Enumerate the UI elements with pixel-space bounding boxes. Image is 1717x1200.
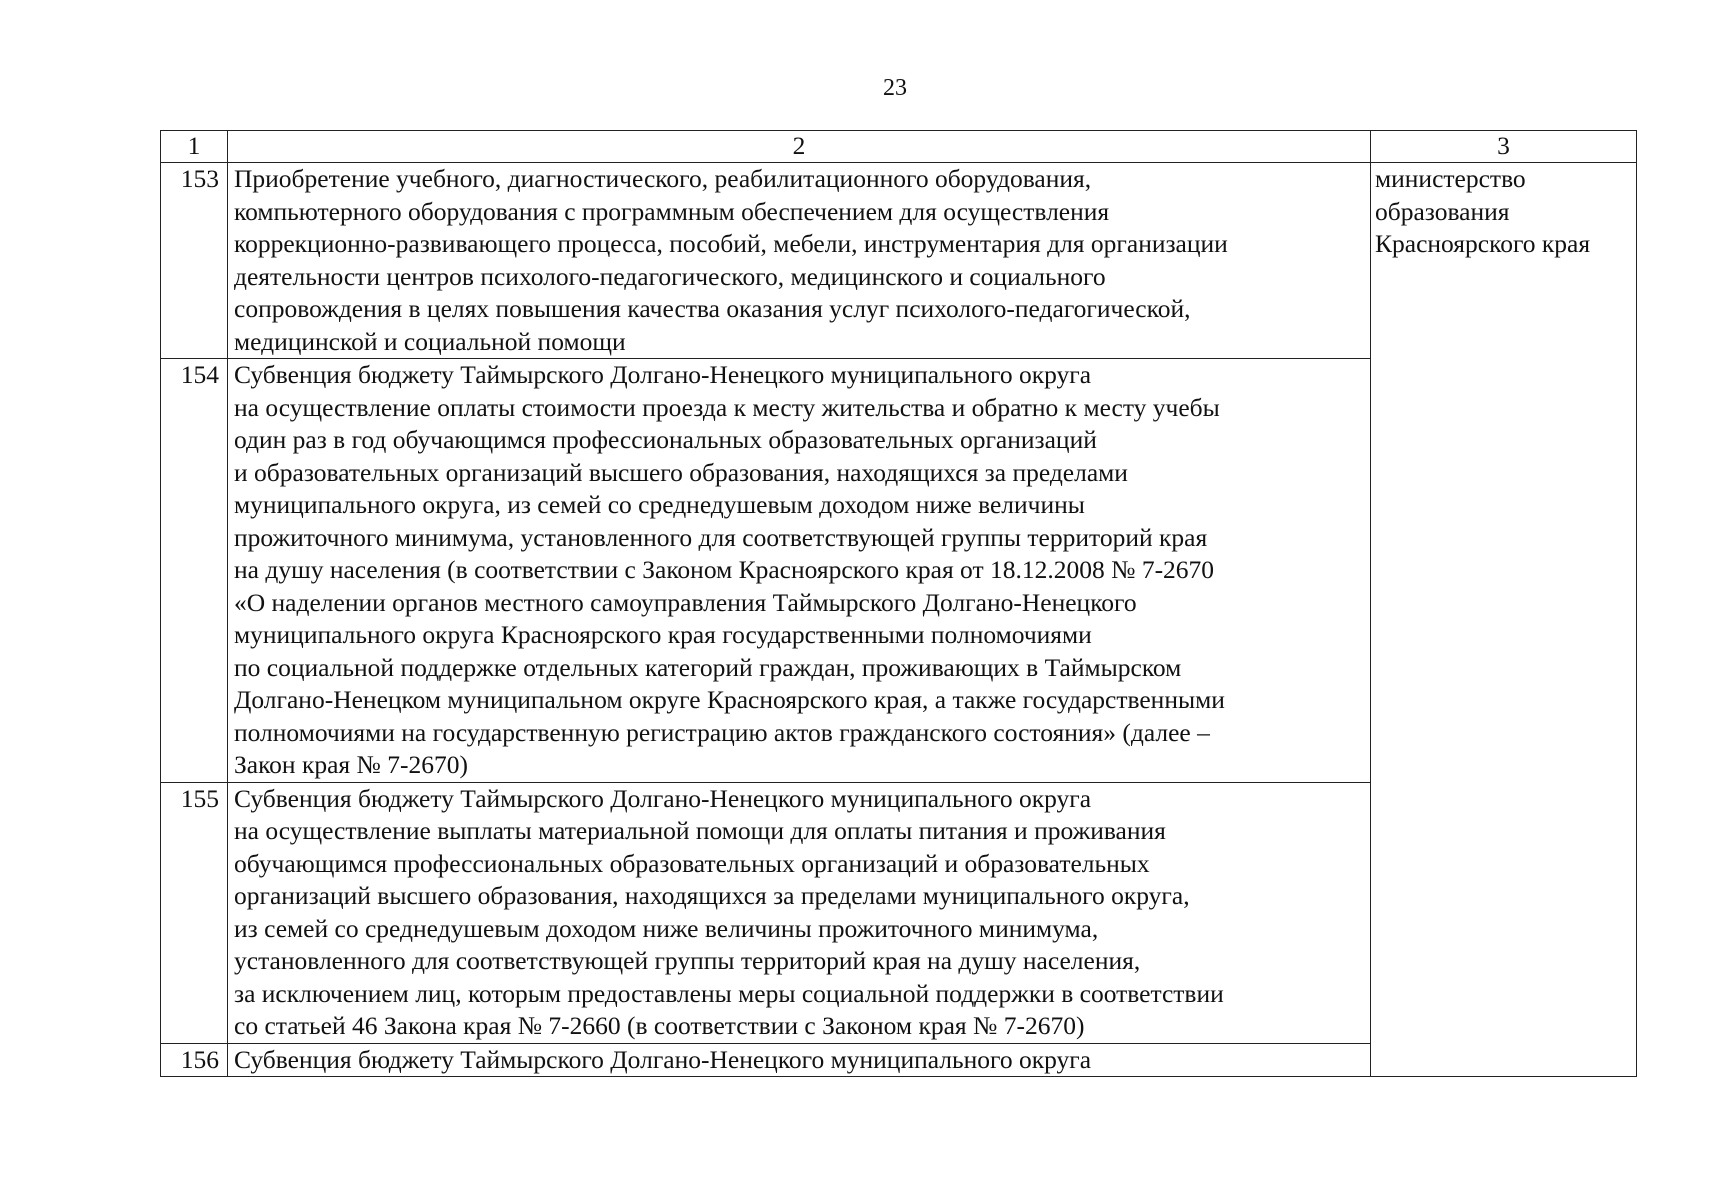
row-number: 155 bbox=[161, 782, 228, 1043]
row-number: 156 bbox=[161, 1043, 228, 1077]
row-description: Приобретение учебного, диагностического, реабилитационного оборудования, компьютерного оборудования с программным обеспечением для осуществления коррекционно-развивающего процесса, пособий, мебели, инструментария для организации деятельности центров психолого-педагогического, медицинского и социального сопровождения в целях повышения качества оказания услуг психолого-педагогической, медицинской и социальной помощи bbox=[228, 163, 1371, 359]
row-description: Субвенция бюджету Таймырского Долгано-Ненецкого муниципального округа на осуществление оплаты стоимости проезда к месту жительства и обратно к месту учебы один раз в год обучающимся профессиональных образовательных организаций и образовательных организаций высшего образования, находящихся за пределами муниципального округа, из семей со среднедушевым доходом ниже величины прожиточного минимума, установленного для соответствующей группы территорий края на душу населения (в соответствии с Законом Красноярского края от 18.12.2008 № 7-2670 «О наделении органов местного самоуправления Таймырского Долгано-Ненецкого муниципального округа Красноярского края государственными полномочиями по социальной поддержке отдельных категорий граждан, проживающих в Таймырском Долгано-Ненецком муниципальном округе Красноярского края, а также государственными полномочиями на государственную регистрацию актов гражданского состояния» (далее – Закон края № 7-2670) bbox=[228, 359, 1371, 783]
column-header-description: 2 bbox=[228, 131, 1371, 163]
row-number: 153 bbox=[161, 163, 228, 359]
row-description: Субвенция бюджету Таймырского Долгано-Ненецкого муниципального округа bbox=[228, 1043, 1371, 1077]
column-header-number: 1 bbox=[161, 131, 228, 163]
table-row bbox=[161, 163, 1637, 359]
budget-table bbox=[160, 130, 1637, 1077]
row-number: 154 bbox=[161, 359, 228, 783]
table-header-row bbox=[161, 131, 1637, 163]
page-number: 23 bbox=[883, 75, 907, 101]
row-description: Субвенция бюджету Таймырского Долгано-Ненецкого муниципального округа на осуществление выплаты материальной помощи для оплаты питания и проживания обучающимся профессиональных образовательных организаций и образовательных организаций высшего образования, находящихся за пределами муниципального округа, из семей со среднедушевым доходом ниже величины прожиточного минимума, установленного для соответствующей группы территорий края на душу населения, за исключением лиц, которым предоставлены меры социальной поддержки в соответствии со статьей 46 Закона края № 7-2660 (в соответствии с Законом края № 7-2670) bbox=[228, 782, 1371, 1043]
column-header-organization: 3 bbox=[1371, 131, 1637, 163]
responsible-organization: министерство образования Красноярского края bbox=[1371, 163, 1637, 1077]
